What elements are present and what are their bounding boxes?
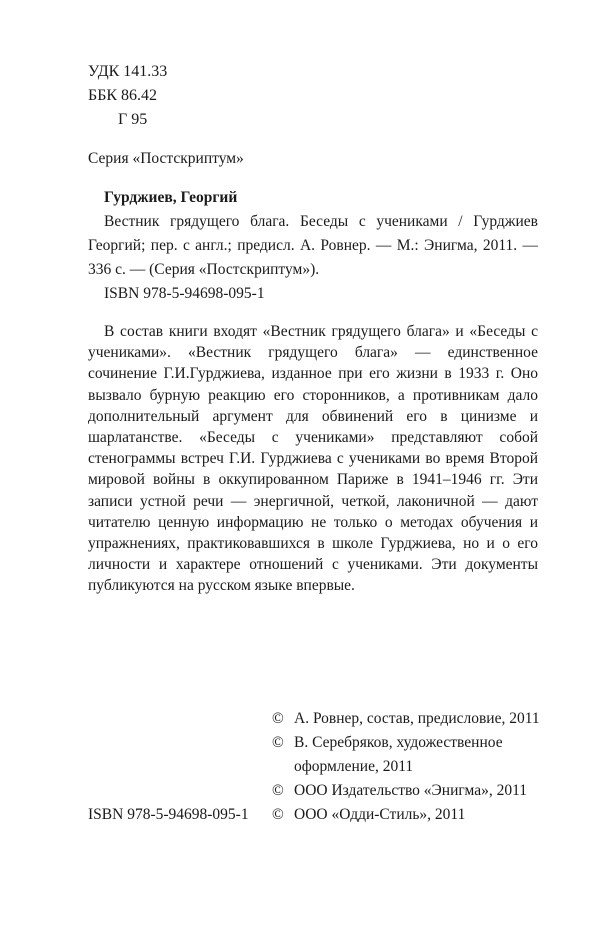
copyright-icon: ©: [272, 806, 284, 823]
copyright-text: В. Серебряков, художественное оформление, 2011: [294, 734, 503, 775]
copyright-item: [272, 707, 542, 731]
copyright-item: [272, 731, 542, 779]
copyright-text: ООО Издательство «Энигма», 2011: [294, 782, 528, 799]
copyright-item: [272, 803, 542, 827]
record-description: Вестник грядущего блага. Беседы с учениками / Гурджиев Георгий; пер. с англ.; предисл. А. Ровнер. — М.: Энигма, 2011. — 336 с. — (Серия «Постскриптум»).: [88, 213, 538, 278]
copyright-item: [272, 779, 542, 803]
record-author: Гурджиев, Георгий: [104, 189, 238, 206]
classification-codes: [88, 60, 167, 132]
isbn-bottom: ISBN 978-5-94698-095-1: [88, 806, 249, 823]
bbk-code: ББК 86.42: [88, 87, 158, 104]
copyright-text: ООО «Одди-Стиль», 2011: [294, 806, 466, 823]
copyright-list: [272, 707, 542, 827]
copyright-text: А. Ровнер, состав, предисловие, 2011: [294, 710, 540, 727]
copyright-icon: ©: [272, 710, 284, 727]
copyright-icon: ©: [272, 782, 284, 799]
bibliographic-record: [88, 186, 538, 306]
copyright-icon: ©: [272, 734, 284, 751]
udk-code: УДК 141.33: [88, 63, 168, 80]
record-isbn: ISBN 978-5-94698-095-1: [104, 285, 265, 302]
author-mark: Г 95: [118, 111, 148, 128]
annotation-text: В состав книги входят «Вестник грядущего блага» и «Беседы с учениками». «Вестник грядущего блага» — единственное сочинение Г.И.Гурджиева, изданное при его жизни в 1933 г. Оно вызвало бурную реакцию его сторонников, а противникам дало дополнительный аргумент для обвинений его в цинизме и шарлатанстве. «Беседы с учениками» представляют собой стенограммы встреч Г.И. Гурджиева с учениками во время Второй мировой войны в оккупированном Париже в 1941–1946 гг. Эти записи устной речи — энергичной, четкой, лаконичной — дают читателю ценную информацию не только о методах обучения и упражнениях, практиковавшихся в школе Гурджиева, но и о его личности и характере отношений с учениками. Эти документы публикуются на русском языке впервые.: [88, 323, 538, 595]
series-title: Серия «Постскриптум»: [88, 150, 244, 167]
